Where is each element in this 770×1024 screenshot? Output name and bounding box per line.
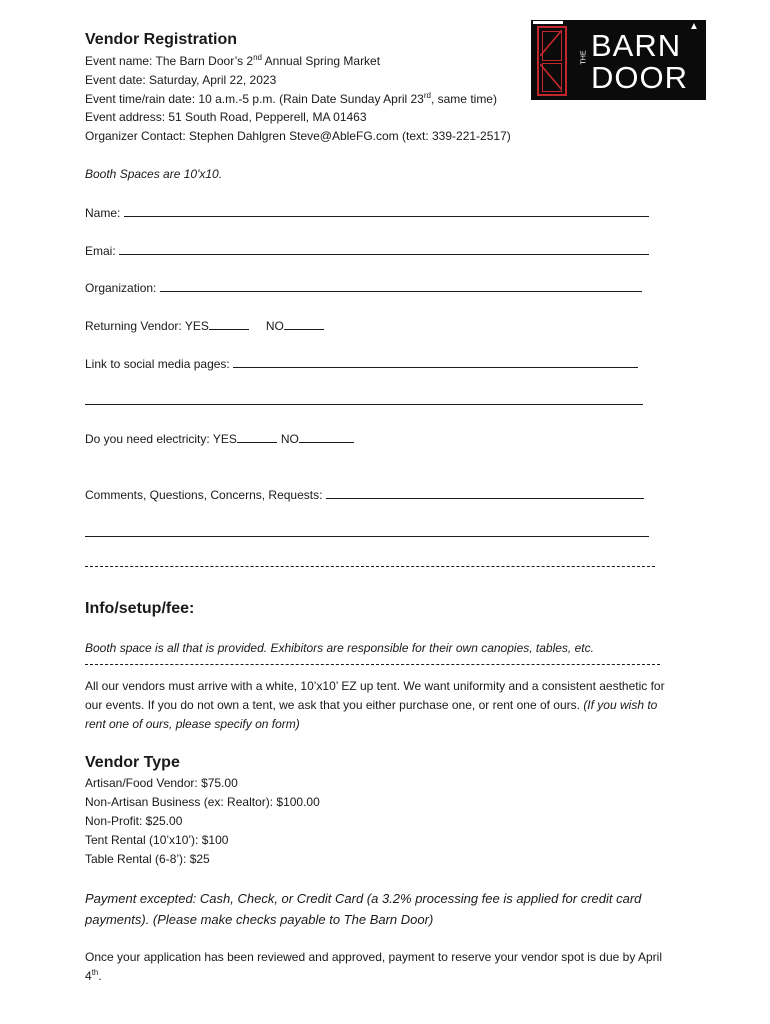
booth-provided-note: Booth space is all that is provided. Exhibitors are responsible for their own canopies, tables, etc.: [85, 641, 594, 655]
divider: [85, 664, 660, 665]
organizer-contact: Organizer Contact: Stephen Dahlgren Steve@AbleFG.com (text: 339-221-2517): [85, 129, 511, 143]
vendor-type-item: Non-Artisan Business (ex: Realtor): $100.00: [85, 795, 320, 809]
returning-vendor-field[interactable]: Returning Vendor: YES NO: [85, 317, 324, 333]
logo-word-barn: BARN: [591, 28, 682, 63]
logo-bar: [533, 21, 563, 24]
vendor-type-item: Non-Profit: $25.00: [85, 814, 183, 828]
vendor-type-item: Tent Rental (10’x10’): $100: [85, 833, 229, 847]
payment-methods: Payment excepted: Cash, Check, or Credit Card (a 3.2% processing fee is applied for credit card payments). (Please make checks payable to The Barn Door): [85, 891, 642, 927]
tent-requirements: All our vendors must arrive with a white, 10’x10’ EZ up tent. We want uniformity and a consistent aesthetic for our events. If you do not own a tent, we ask that you either purchase one, or rent one of ours. (If you wish to rent one of ours, please specify on form): [85, 679, 665, 731]
event-name: Event name: The Barn Door’s 2nd Annual Spring Market: [85, 53, 381, 68]
vendor-type-item: Artisan/Food Vendor: $75.00: [85, 776, 238, 790]
logo-door-brace-bottom: [540, 64, 562, 90]
bird-icon: ▲: [689, 21, 699, 32]
vendor-type-item: Table Rental (6-8’): $25: [85, 852, 210, 866]
info-heading: Info/setup/fee:: [85, 600, 195, 617]
logo-word-door: DOOR: [591, 60, 688, 95]
social-media-line-2[interactable]: [85, 404, 643, 405]
logo-door-brace-top: [540, 30, 562, 56]
payment-due: Once your application has been reviewed and approved, payment to reserve your vendor spot is due by April 4th.: [85, 950, 663, 983]
booth-size-note: Booth Spaces are 10'x10.: [85, 167, 223, 181]
organization-field[interactable]: Organization:: [85, 279, 642, 295]
comments-line-3[interactable]: [85, 566, 655, 567]
logo-the: THE: [580, 50, 588, 65]
name-field[interactable]: Name:: [85, 204, 649, 220]
barn-door-logo: [531, 20, 706, 100]
email-field[interactable]: Emai:: [85, 242, 649, 258]
comments-line-2[interactable]: [85, 536, 649, 537]
comments-field[interactable]: Comments, Questions, Concerns, Requests:: [85, 486, 644, 502]
event-date: Event date: Saturday, April 22, 2023: [85, 73, 277, 87]
event-address: Event address: 51 South Road, Pepperell, MA 01463: [85, 110, 367, 124]
vendor-type-heading: Vendor Type: [85, 754, 180, 771]
electricity-field[interactable]: Do you need electricity: YES NO: [85, 430, 354, 446]
event-time: Event time/rain date: 10 a.m.-5 p.m. (Rain Date Sunday April 23rd, same time): [85, 91, 497, 106]
social-media-field[interactable]: Link to social media pages:: [85, 355, 638, 371]
page-title: Vendor Registration: [85, 31, 238, 48]
